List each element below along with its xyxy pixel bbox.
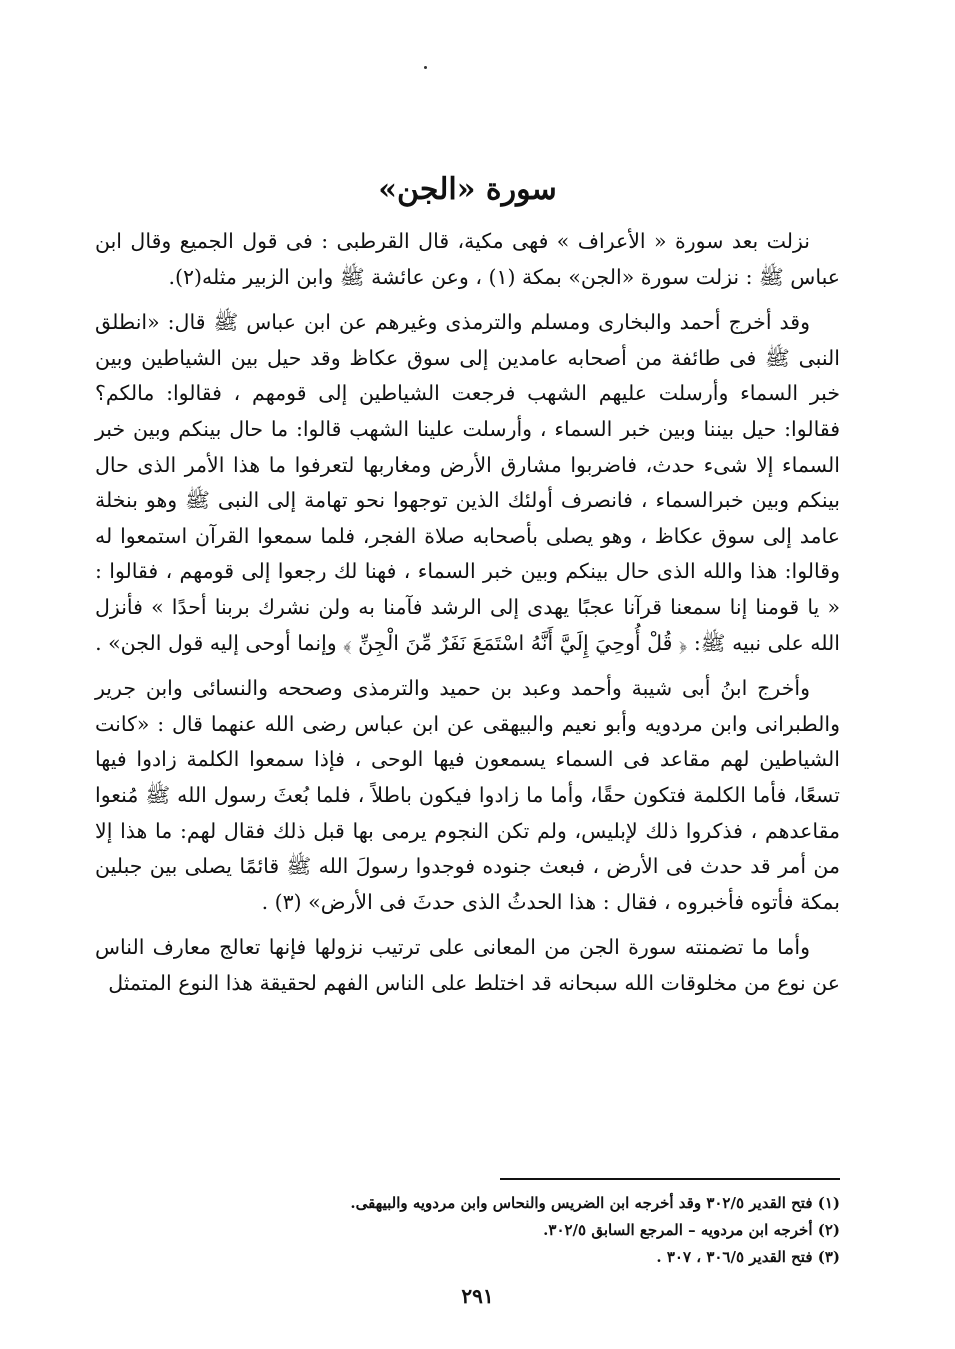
footnote-1: (١) فتح القدير ٣٠٢/٥ وقد أخرجه ابن الضريس والنحاس وابن مردويه والبيهقى. — [350, 1194, 840, 1212]
page-body — [95, 170, 840, 1011]
paragraph-ibn-abi-shaiba-narration: وأخرج ابنُ أبى شيبة وأحمد وعبد بن حميد والترمذى وصححه والنسائى وابن جرير والطبرانى وابن مردويه وأبو نعيم والبيهقى عن ابن عباس رضى الله عنهما قال : «كانت الشياطين لهم مقاعد فى السماء يسمعون فيها الوحى ، فإذا سمعوا الكلمة زادوا فيها تسعًا، فأما الكلمة فتكون حقًا، وأما ما زادوا فيكون باطلاً ، فلما بُعثَ رسول الله ﷺ مُنعوا مقاعدهم ، فذكروا ذلك لإبليس، ولم تكن النجوم يرمى بها قبل ذلك فقال لهم: ما هذا إلا من أمر قد حدث فى الأرض ، فبعث جنوده فوجدوا رسولَ الله ﷺ قائمًا يصلى بين جبلين بمكة فأتوه فأخبروه ، فقال : هذا الحدثُ الذى حدثَ فى الأرض» (٣) . — [95, 676, 840, 914]
footnote-3: (٣) فتح القدير ٣٠٦/٥ ، ٣٠٧ . — [656, 1248, 840, 1266]
footnote-divider — [500, 1178, 840, 1180]
paragraph-bukhari-narration: وقد أخرج أحمد والبخارى ومسلم والترمذى وغيرهم عن ابن عباس ﷺ قال: «انطلق النبى ﷺ فى طائفة من أصحابه عامدين إلى سوق عكاظ وقد حيل بين الشياطين وبين خبر السماء وأرسلت عليهم الشهب فرجعت الشياطين إلى قومهم ، فقالوا: مالكم؟ فقالوا: حيل بيننا وبين خبر السماء ، وأرسلت علينا الشهب قالوا: ما حال بينكم وبين خبر السماء إلا شىء حدث، فاضربوا مشارق الأرض ومغاربها لتعرفوا ما هذا الأمر الذى حال بينكم وبين خبرالسماء ، فانصرف أولئك الذين توجهوا نحو تهامة إلى النبى ﷺ وهو بنخلة عامد إلى سوق عكاظ ، وهو يصلى بأصحابه صلاة الفجر، فلما سمعوا القرآن استمعوا له وقالوا: هذا والله الذى حال بينكم وبين خبر السماء ، فهنا لك رجعوا إلى قومهم ، فقالوا : « يا قومنا إنا سمعنا قرآنا عجبًا يهدى إلى الرشد فآمنا به ولن نشرك بربنا أحدًا » فأنزل الله على نبيه ﷺ: ﴿ قُلْ أُوحِيَ إِلَيَّ أَنَّهُ اسْتَمَعَ نَفَرٌ مِّنَ الْجِنِّ ﴾ وإنما أوحى إليه قول الجن» . — [95, 310, 840, 655]
footnote-2: (٢) أخرجه ابن مردويه – المرجع السابق ٣٠٢/٥. — [543, 1221, 840, 1239]
paragraph-meanings: وأما ما تضمنته سورة الجن من المعانى على ترتيب نزولها فإنها تعالج معارف الناس عن نوع من مخلوقات الله سبحانه قد اختلط على الناس الفهم لحقيقة هذا النوع المتمثل — [95, 935, 840, 995]
paragraph-intro: نزلت بعد سورة « الأعراف » فهى مكية، قال القرطبى : فى قول الجميع وقال ابن عباس ﷺ : نزلت سورة «الجن» بمكة (١) ، وعن عائشة ﷺ وابن الزبير مثله(٢). — [95, 229, 840, 289]
footnotes — [95, 1190, 840, 1271]
scan-speck — [424, 66, 427, 69]
page-title: سورة «الجن» — [378, 172, 557, 207]
page-number: ٢٩١ — [461, 1284, 494, 1308]
